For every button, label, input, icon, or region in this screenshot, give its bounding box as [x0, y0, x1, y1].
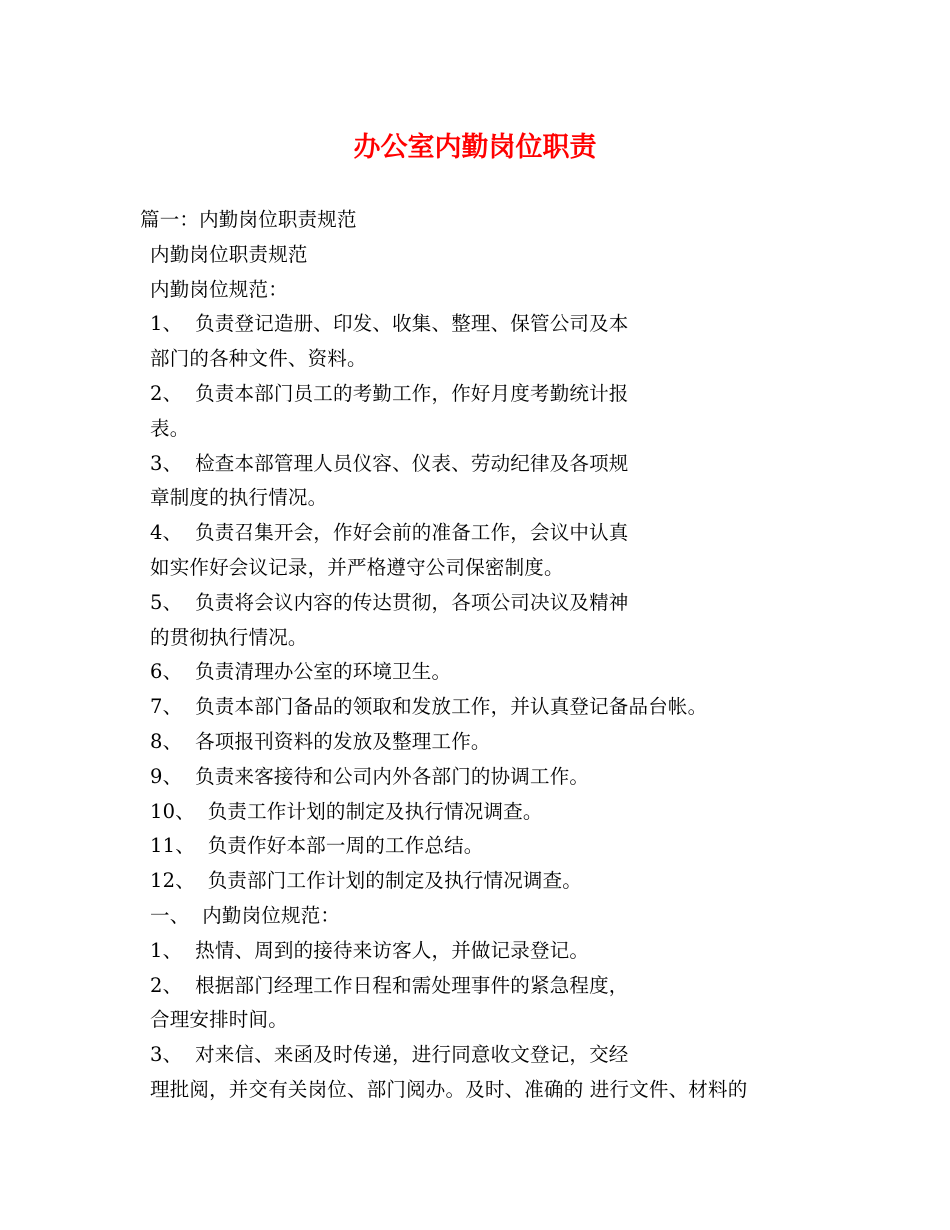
list-item: 1、 热情、周到的接待来访客人，并做记录登记。 — [150, 938, 590, 962]
list-item: 9、 负责来客接待和公司内外各部门的协调工作。 — [150, 764, 590, 788]
list-item: 3、 检查本部管理人员仪容、仪表、劳动纪律及各项规 — [150, 451, 629, 475]
list-item-continuation: 合理安排时间。 — [150, 1008, 288, 1032]
list-item: 11、 负责作好本部一周的工作总结。 — [150, 834, 484, 858]
list-item: 4、 负责召集开会，作好会前的准备工作，会议中认真 — [150, 521, 629, 545]
document-body — [0, 203, 950, 1108]
list-item-continuation: 部门的各种文件、资料。 — [150, 347, 367, 371]
list-item: 5、 负责将会议内容的传达贯彻，各项公司决议及精神 — [150, 590, 629, 614]
list-item-continuation: 如实作好会议记录，并严格遵守公司保密制度。 — [150, 555, 564, 579]
document-title: 办公室内勤岗位职责 — [353, 132, 597, 163]
list-item-continuation: 的贯彻执行情况。 — [150, 625, 308, 649]
subheading: 内勤岗位职责规范 — [150, 242, 308, 266]
list-item: 7、 负责本部门备品的领取和发放工作，并认真登记备品台帐。 — [150, 695, 708, 719]
list-item: 12、 负责部门工作计划的制定及执行情况调查。 — [150, 869, 583, 893]
list-item: 2、 根据部门经理工作日程和需处理事件的紧急程度， — [150, 973, 629, 997]
section-heading: 篇一：内勤岗位职责规范 — [140, 208, 357, 231]
list-item: 3、 对来信、来函及时传递，进行同意收文登记，交经 — [150, 1043, 629, 1067]
list-item: 10、 负责工作计划的制定及执行情况调查。 — [150, 799, 543, 823]
list-item: 1、 负责登记造册、印发、收集、整理、保管公司及本 — [150, 312, 629, 336]
list-item: 2、 负责本部门员工的考勤工作，作好月度考勤统计报 — [150, 381, 629, 405]
list-item: 8、 各项报刊资料的发放及整理工作。 — [150, 729, 491, 753]
subheading: 内勤岗位规范： — [150, 277, 288, 301]
list-item-continuation: 章制度的执行情况。 — [150, 486, 328, 510]
list-item: 6、 负责清理办公室的环境卫生。 — [150, 660, 452, 684]
list-item-continuation: 表。 — [150, 416, 190, 440]
section-heading: 一、 内勤岗位规范： — [150, 903, 341, 927]
list-item-continuation: 理批阅，并交有关岗位、部门阅办。及时、准确的 进行文件、材料的 — [150, 1077, 748, 1101]
